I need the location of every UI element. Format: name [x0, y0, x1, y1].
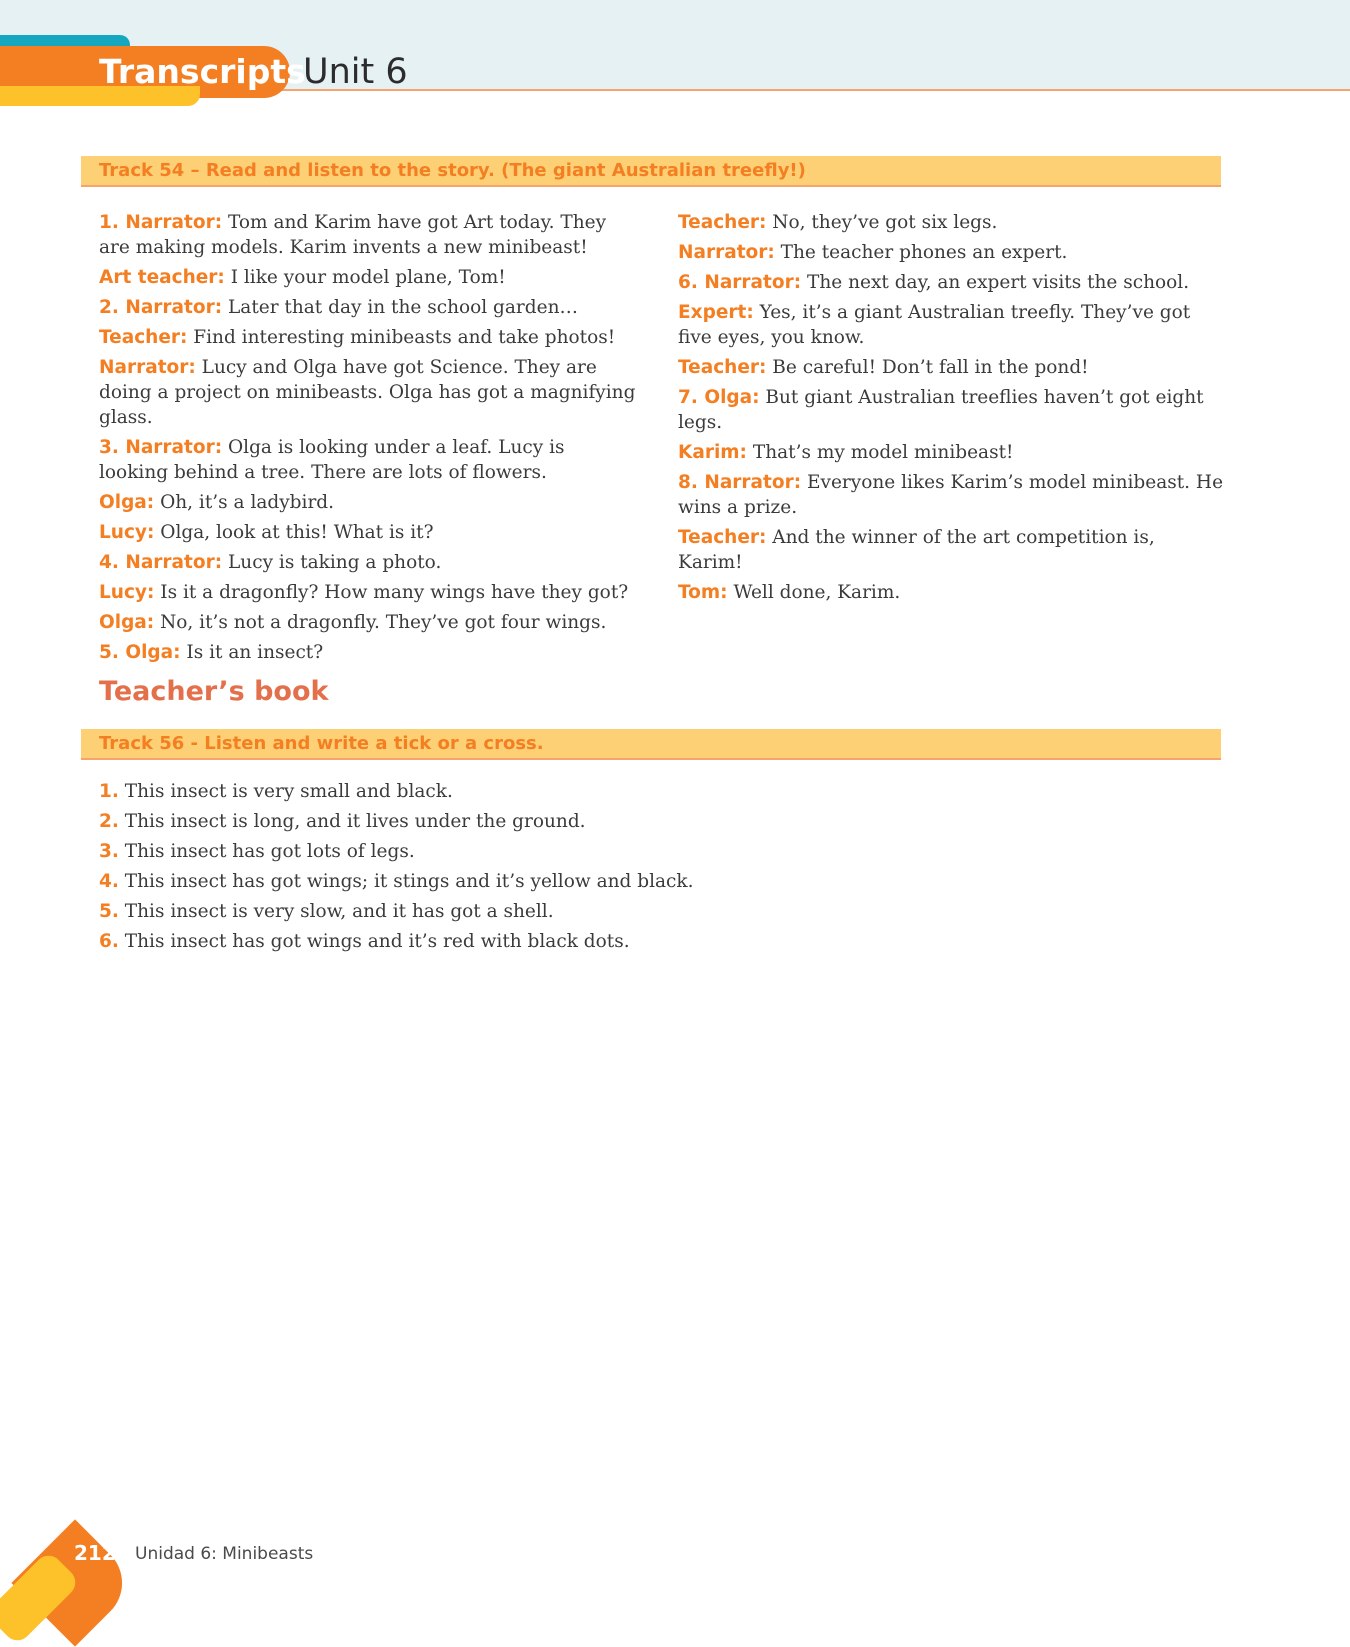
transcript-line: [99, 295, 639, 320]
line-text: Well done, Karim.: [727, 582, 901, 603]
transcript-line: [99, 355, 639, 430]
list-item: [99, 839, 694, 864]
list-item: [99, 899, 694, 924]
item-number: 4.: [99, 871, 119, 892]
transcript-line: [99, 265, 639, 290]
speaker-label: Narrator:: [678, 242, 775, 263]
page-title: Transcripts: [99, 52, 306, 91]
track-56-list: [99, 779, 694, 959]
speaker-label: Olga:: [99, 492, 155, 513]
list-item: [99, 809, 694, 834]
list-item: [99, 929, 694, 954]
list-item: [99, 869, 694, 894]
item-number: 6.: [99, 931, 119, 952]
item-number: 3.: [99, 841, 119, 862]
footer-text: Unidad 6: Minibeasts: [135, 1544, 314, 1564]
speaker-label: Lucy:: [99, 522, 155, 543]
speaker-label: Teacher:: [678, 357, 767, 378]
speaker-label: Teacher:: [678, 527, 767, 548]
speaker-label: 2. Narrator:: [99, 297, 223, 318]
line-text: This insect has got lots of legs.: [118, 841, 415, 862]
line-text: Be careful! Don’t fall in the pond!: [766, 357, 1089, 378]
item-number: 2.: [99, 811, 119, 832]
speaker-label: 3. Narrator:: [99, 437, 223, 458]
page-number: 212: [74, 1541, 116, 1565]
speaker-label: Teacher:: [678, 212, 767, 233]
line-text: Oh, it’s a ladybird.: [154, 492, 335, 513]
speaker-label: Olga:: [99, 612, 155, 633]
transcript-line: [678, 210, 1223, 235]
track-54-title: Track 54 – Read and listen to the story. (The giant Australian treefly!): [99, 160, 806, 181]
line-text: The teacher phones an expert.: [774, 242, 1068, 263]
speaker-label: Karim:: [678, 442, 747, 463]
transcript-line: [678, 470, 1223, 520]
transcript-line: [678, 300, 1223, 350]
line-text: Tom and Karim have got Art today. They are making models. Karim invents a new minibeast!: [99, 212, 607, 258]
transcript-line: [678, 270, 1223, 295]
teachers-book-title: Teacher’s book: [99, 676, 329, 707]
line-text: This insect is very slow, and it has got a shell.: [118, 901, 554, 922]
line-text: Olga, look at this! What is it?: [154, 522, 434, 543]
line-text: The next day, an expert visits the school.: [801, 272, 1190, 293]
speaker-label: Teacher:: [99, 327, 188, 348]
transcript-line: [99, 435, 639, 485]
line-text: Yes, it’s a giant Australian treefly. They’ve got five eyes, you know.: [678, 302, 1191, 348]
transcript-line: [678, 580, 1223, 605]
line-text: This insect has got wings; it stings and it’s yellow and black.: [118, 871, 694, 892]
speaker-label: Tom:: [678, 582, 728, 603]
line-text: Everyone likes Karim’s model minibeast. He wins a prize.: [678, 472, 1224, 518]
speaker-label: 8. Narrator:: [678, 472, 802, 493]
transcript-line: [99, 580, 639, 605]
line-text: No, they’ve got six legs.: [766, 212, 998, 233]
item-number: 5.: [99, 901, 119, 922]
transcript-line: [678, 525, 1223, 575]
line-text: This insect is very small and black.: [118, 781, 453, 802]
line-text: No, it’s not a dragonfly. They’ve got four wings.: [154, 612, 607, 633]
item-number: 1.: [99, 781, 119, 802]
line-text: This insect has got wings and it’s red with black dots.: [118, 931, 630, 952]
line-text: Lucy and Olga have got Science. They are doing a project on minibeasts. Olga has got a magnifying glass.: [99, 357, 636, 428]
transcript-line: [99, 520, 639, 545]
transcript-line: [99, 550, 639, 575]
transcript-line: [678, 355, 1223, 380]
speaker-label: 5. Olga:: [99, 642, 181, 663]
line-text: Olga is looking under a leaf. Lucy is looking behind a tree. There are lots of flowers.: [99, 437, 565, 483]
speaker-label: Narrator:: [99, 357, 196, 378]
transcript-line: [678, 240, 1223, 265]
line-text: And the winner of the art competition is, Karim!: [678, 527, 1155, 573]
speaker-label: 4. Narrator:: [99, 552, 223, 573]
list-item: [99, 779, 694, 804]
speaker-label: Art teacher:: [99, 267, 225, 288]
transcript-line: [678, 385, 1223, 435]
line-text: But giant Australian treeflies haven’t got eight legs.: [678, 387, 1204, 433]
transcript-line: [99, 610, 639, 635]
speaker-label: 1. Narrator:: [99, 212, 223, 233]
transcript-line: [99, 210, 639, 260]
line-text: Lucy is taking a photo.: [222, 552, 442, 573]
track-56-title: Track 56 - Listen and write a tick or a cross.: [99, 733, 544, 754]
speaker-label: Lucy:: [99, 582, 155, 603]
track-56-heading-bar: [81, 729, 1221, 760]
line-text: Is it a dragonfly? How many wings have they got?: [154, 582, 629, 603]
transcript-line: [678, 440, 1223, 465]
transcript-right-column: [678, 210, 1223, 610]
line-text: This insect is long, and it lives under the ground.: [118, 811, 586, 832]
transcript-left-column: [99, 210, 639, 670]
speaker-label: Expert:: [678, 302, 754, 323]
unit-title: Unit 6: [303, 52, 408, 92]
speaker-label: 7. Olga:: [678, 387, 760, 408]
line-text: Find interesting minibeasts and take photos!: [187, 327, 616, 348]
line-text: Later that day in the school garden…: [222, 297, 578, 318]
transcript-line: [99, 490, 639, 515]
speaker-label: 6. Narrator:: [678, 272, 802, 293]
line-text: I like your model plane, Tom!: [224, 267, 506, 288]
line-text: That’s my model minibeast!: [746, 442, 1014, 463]
line-text: Is it an insect?: [180, 642, 324, 663]
track-54-heading-bar: [81, 156, 1221, 187]
transcript-line: [99, 640, 639, 665]
transcript-line: [99, 325, 639, 350]
